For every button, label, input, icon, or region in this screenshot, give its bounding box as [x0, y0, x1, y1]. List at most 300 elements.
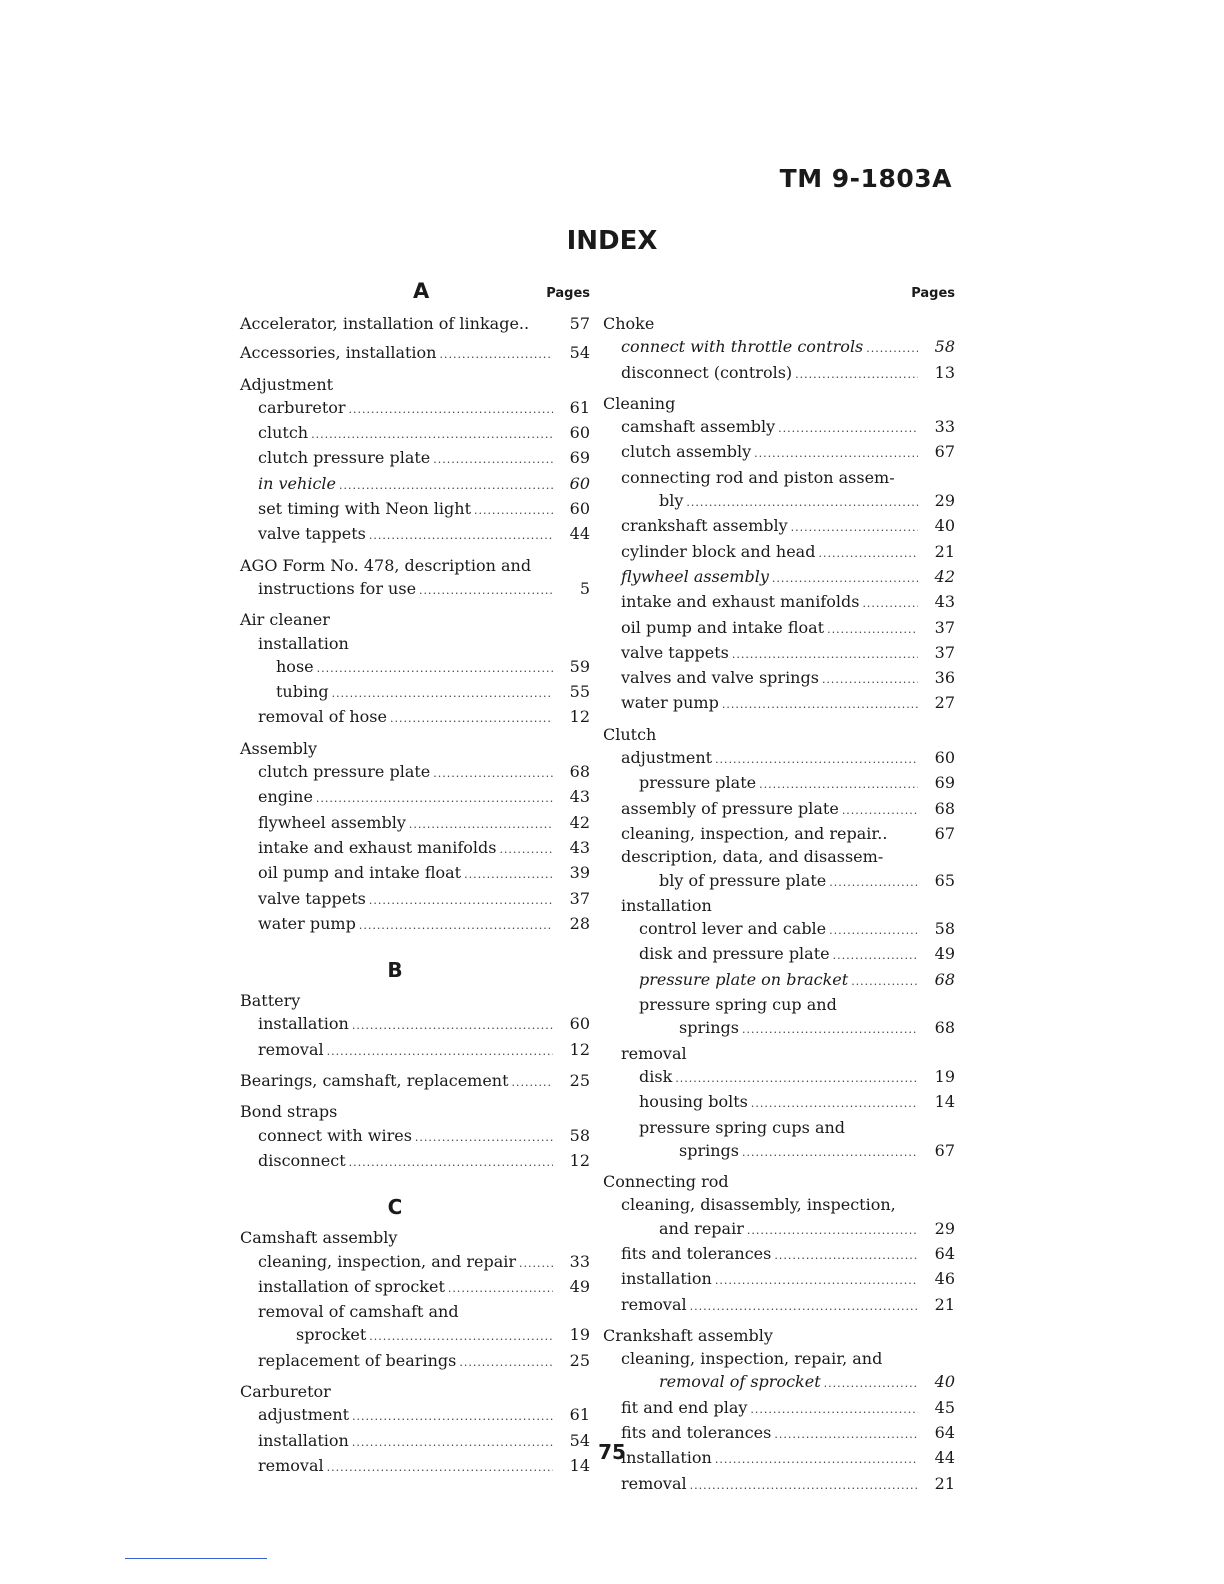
- entry-page: 33: [569, 1251, 590, 1271]
- entry-text: pressure spring cups and: [639, 1117, 846, 1137]
- dot-leader: [369, 524, 553, 547]
- index-entry: [603, 565, 955, 590]
- entry-text: Bearings, camshaft, replacement: [240, 1071, 509, 1091]
- section-b-entries: [240, 989, 590, 1174]
- entry-page: 67: [934, 823, 955, 843]
- entry-text: disconnect (controls): [621, 362, 793, 382]
- entry-text: clutch: [258, 423, 309, 443]
- index-entry: [603, 993, 955, 1016]
- dot-leader: [791, 516, 918, 539]
- dot-leader: [311, 423, 553, 446]
- dot-leader: [754, 442, 918, 465]
- index-entry: [603, 1267, 955, 1292]
- dot-leader: [732, 643, 918, 666]
- entry-page: 25: [569, 1071, 590, 1091]
- index-entry: [603, 1193, 955, 1216]
- dot-leader: [851, 970, 918, 993]
- entry-text: springs: [679, 1018, 739, 1038]
- index-entry: [240, 1323, 590, 1348]
- entry-text: Crankshaft assembly: [603, 1325, 773, 1345]
- entry-page: 33: [934, 417, 955, 437]
- entry-text: Assembly: [240, 738, 318, 758]
- index-entry: [240, 1300, 590, 1323]
- entry-text: clutch pressure plate: [258, 448, 431, 468]
- index-entry: [240, 760, 590, 785]
- entry-text: valve tappets: [258, 888, 366, 908]
- column-header: [240, 278, 590, 312]
- index-entry: [603, 1090, 955, 1115]
- pages-label: Pages: [546, 286, 590, 301]
- index-heading: [603, 723, 955, 746]
- index-entry: [603, 1293, 955, 1318]
- entry-text: installation: [258, 1430, 349, 1450]
- dot-leader: [772, 567, 918, 590]
- entry-page: 61: [569, 1405, 590, 1425]
- index-entry: [240, 472, 590, 497]
- entry-page: 67: [934, 442, 955, 462]
- index-heading: [240, 1226, 590, 1249]
- entry-text: replacement of bearings: [258, 1350, 457, 1370]
- index-entry: [240, 522, 590, 547]
- dot-leader: [715, 748, 918, 771]
- entry-page: 5: [579, 578, 590, 598]
- dot-leader: [390, 707, 553, 730]
- entry-text: installation: [621, 895, 712, 915]
- entry-page: 44: [569, 524, 590, 544]
- index-heading: [240, 341, 590, 366]
- entry-page: 14: [569, 1455, 590, 1475]
- entry-page: 49: [934, 944, 955, 964]
- entry-page: 49: [569, 1276, 590, 1296]
- entry-text: removal: [258, 1039, 324, 1059]
- index-entry: [240, 785, 590, 810]
- index-entry: [603, 489, 955, 514]
- entry-text: crankshaft assembly: [621, 516, 788, 536]
- entry-page: 19: [934, 1066, 955, 1086]
- dot-leader: [327, 1040, 553, 1063]
- entry-text: removal: [621, 1473, 687, 1493]
- index-group: [240, 1069, 590, 1094]
- dot-leader: [415, 1126, 553, 1149]
- entry-page: 12: [569, 1039, 590, 1059]
- entry-text: intake and exhaust manifolds: [258, 837, 497, 857]
- entry-text: disconnect: [258, 1150, 346, 1170]
- entry-text: Bond straps: [240, 1102, 338, 1122]
- dot-leader: [352, 1405, 553, 1428]
- entry-text: cleaning, inspection, repair, and: [621, 1349, 883, 1369]
- index-entry: [603, 894, 955, 917]
- index-entry: [603, 666, 955, 691]
- dot-leader: [690, 1295, 918, 1318]
- index-group: [240, 312, 590, 335]
- index-heading: [240, 1100, 590, 1123]
- index-entry: [603, 540, 955, 565]
- dot-leader: [332, 682, 553, 705]
- index-group: [240, 341, 590, 366]
- index-group: [240, 737, 590, 937]
- entry-page: 57: [569, 314, 590, 333]
- dot-leader: [339, 474, 553, 497]
- entry-text: installation: [258, 1014, 349, 1034]
- dot-leader: [317, 657, 553, 680]
- index-entry: [240, 1038, 590, 1063]
- entry-page: 40: [934, 516, 955, 536]
- entry-text: Clutch: [603, 724, 657, 744]
- pages-label: Pages: [911, 286, 955, 301]
- entry-text: Cleaning: [603, 393, 676, 413]
- entry-text: Camshaft assembly: [240, 1228, 398, 1248]
- entry-page: 42: [934, 566, 955, 586]
- entry-page: 60: [569, 1014, 590, 1034]
- index-entry: [240, 655, 590, 680]
- index-column-right: [603, 278, 955, 1503]
- entry-page: 55: [569, 682, 590, 702]
- dot-leader: [818, 542, 918, 565]
- entry-text: connect with throttle controls: [621, 337, 864, 357]
- dot-leader: [747, 1219, 918, 1242]
- entry-page: 28: [569, 913, 590, 933]
- dot-leader: [833, 944, 918, 967]
- entry-text: removal: [621, 1294, 687, 1314]
- entry-text: removal of sprocket: [659, 1372, 821, 1392]
- entry-text: flywheel assembly: [621, 566, 769, 586]
- dot-leader: [742, 1018, 918, 1041]
- index-heading: [240, 1069, 590, 1094]
- entry-text: oil pump and intake float: [621, 617, 825, 637]
- entry-page: 68: [569, 762, 590, 782]
- dot-leader: [795, 363, 918, 386]
- entry-text: pressure plate: [639, 773, 757, 793]
- index-entry: [240, 887, 590, 912]
- index-entry: [603, 1472, 955, 1497]
- entry-text: disk and pressure plate: [639, 944, 830, 964]
- dot-leader: [439, 343, 553, 366]
- entry-text: removal of hose: [258, 707, 387, 727]
- entry-page: 64: [934, 1423, 955, 1443]
- dot-leader: [349, 1151, 553, 1174]
- entry-page: 36: [934, 668, 955, 688]
- entry-text: bly: [659, 491, 684, 511]
- dot-leader: [369, 1325, 553, 1348]
- entry-text: adjustment: [258, 1405, 350, 1425]
- index-entry: [240, 577, 590, 602]
- entry-text: and repair: [659, 1218, 744, 1238]
- entry-text: Accelerator, installation of linkage..: [240, 314, 530, 333]
- index-entry: [603, 691, 955, 716]
- entry-page: 42: [569, 812, 590, 832]
- entry-text: instructions for use: [258, 578, 417, 598]
- index-entry: [240, 446, 590, 471]
- entry-page: 21: [934, 1294, 955, 1314]
- index-entry: [603, 1242, 955, 1267]
- entry-text: Choke: [603, 314, 655, 333]
- entry-text: fits and tolerances: [621, 1423, 772, 1443]
- index-group: [240, 1100, 590, 1174]
- entry-page: 43: [934, 592, 955, 612]
- dot-leader: [742, 1141, 918, 1164]
- entry-page: 58: [934, 919, 955, 939]
- entry-text: pressure spring cup and: [639, 995, 837, 1015]
- dot-leader: [774, 1244, 918, 1267]
- entry-text: removal of camshaft and: [258, 1302, 459, 1322]
- index-heading: [603, 1170, 955, 1193]
- entry-page: 68: [934, 798, 955, 818]
- entry-page: 60: [569, 473, 590, 493]
- entry-page: 54: [569, 343, 590, 363]
- dot-leader: [829, 919, 918, 942]
- index-entry: [240, 1012, 590, 1037]
- dot-leader: [722, 693, 918, 716]
- entry-text: installation: [621, 1269, 712, 1289]
- entry-text: Air cleaner: [240, 610, 330, 630]
- dot-leader: [751, 1092, 918, 1115]
- dot-leader: [822, 668, 918, 691]
- entry-text: installation of sprocket: [258, 1276, 445, 1296]
- dot-leader: [409, 813, 553, 836]
- entry-page: 43: [569, 837, 590, 857]
- dot-leader: [829, 871, 918, 894]
- entry-page: 67: [934, 1140, 955, 1160]
- section-letter-b: B: [387, 958, 403, 983]
- index-column-left: [240, 278, 590, 1485]
- entry-page: 12: [569, 707, 590, 727]
- dot-leader: [862, 592, 918, 615]
- dot-leader: [827, 618, 918, 641]
- entry-page: 61: [569, 397, 590, 417]
- dot-leader: [369, 889, 553, 912]
- dot-leader: [842, 799, 918, 822]
- index-entry: [240, 811, 590, 836]
- dot-leader: [349, 398, 553, 421]
- index-entry: [603, 1042, 955, 1065]
- entry-page: 60: [569, 499, 590, 519]
- index-group: [240, 608, 590, 730]
- entry-text: removal: [621, 1043, 687, 1063]
- dot-leader: [690, 1474, 918, 1497]
- index-group: [240, 373, 590, 548]
- entry-text: connect with wires: [258, 1125, 412, 1145]
- index-heading: [603, 392, 955, 415]
- index-entry: [240, 861, 590, 886]
- entry-text: tubing: [276, 682, 329, 702]
- entry-text: fit and end play: [621, 1397, 748, 1417]
- entry-page: 68: [934, 1018, 955, 1038]
- index-heading: [240, 554, 590, 577]
- dot-leader: [866, 337, 918, 360]
- entry-page: 64: [934, 1243, 955, 1263]
- entry-page: 45: [934, 1397, 955, 1417]
- page-number: 75: [598, 1440, 626, 1464]
- index-group: [603, 392, 955, 717]
- entry-page: 37: [934, 642, 955, 662]
- section-c-continued-entries: [603, 312, 955, 1497]
- dot-leader: [316, 787, 553, 810]
- entry-text: control lever and cable: [639, 919, 827, 939]
- entry-text: housing bolts: [639, 1092, 748, 1112]
- index-heading: [240, 989, 590, 1012]
- index-heading: [240, 608, 590, 631]
- entry-text: AGO Form No. 478, description and: [240, 555, 532, 575]
- entry-page: 19: [569, 1325, 590, 1345]
- dot-leader: [464, 863, 553, 886]
- index-entry: [603, 361, 955, 386]
- entry-text: Adjustment: [240, 374, 334, 394]
- entry-text: camshaft assembly: [621, 417, 776, 437]
- section-letter-a: A: [413, 279, 430, 303]
- index-entry: [240, 1149, 590, 1174]
- entry-text: flywheel assembly: [258, 812, 406, 832]
- index-group: [603, 312, 955, 386]
- entry-page: 68: [934, 969, 955, 989]
- index-entry: [603, 335, 955, 360]
- entry-text: valve tappets: [621, 642, 729, 662]
- entry-text: water pump: [621, 693, 719, 713]
- entry-page: 29: [934, 1218, 955, 1238]
- entry-page: 58: [569, 1125, 590, 1145]
- dot-leader: [419, 579, 553, 602]
- entry-text: valve tappets: [258, 524, 366, 544]
- index-entry: [603, 797, 955, 822]
- entry-text: oil pump and intake float: [258, 863, 462, 883]
- entry-page: 69: [934, 773, 955, 793]
- entry-text: cleaning, disassembly, inspection,: [621, 1195, 896, 1215]
- dot-leader: [675, 1067, 918, 1090]
- index-group: [603, 723, 955, 1164]
- entry-page: 21: [934, 541, 955, 561]
- entry-page: 65: [934, 870, 955, 890]
- dot-leader: [686, 491, 918, 514]
- entry-page: 21: [934, 1473, 955, 1493]
- entry-text: springs: [679, 1140, 739, 1160]
- index-entry: [240, 1275, 590, 1300]
- entry-text: assembly of pressure plate: [621, 798, 839, 818]
- page-title: INDEX: [566, 226, 658, 256]
- entry-page: 14: [934, 1092, 955, 1112]
- entry-text: intake and exhaust manifolds: [621, 592, 860, 612]
- index-entry: [240, 1349, 590, 1374]
- entry-page: 25: [569, 1350, 590, 1370]
- section-a-entries: [240, 312, 590, 937]
- dot-leader: [433, 762, 553, 785]
- index-entry: [603, 641, 955, 666]
- index-entry: [603, 845, 955, 868]
- index-entry: [603, 968, 955, 993]
- entry-page: 39: [569, 863, 590, 883]
- entry-text: Accessories, installation: [240, 343, 437, 363]
- dot-leader: [715, 1269, 918, 1292]
- index-entry: [240, 1124, 590, 1149]
- entry-page: 29: [934, 491, 955, 511]
- index-group: [240, 1380, 590, 1479]
- index-entry: [603, 415, 955, 440]
- dot-leader: [750, 1398, 918, 1421]
- entry-text: fits and tolerances: [621, 1243, 772, 1263]
- index-entry: [603, 942, 955, 967]
- index-entry: [240, 421, 590, 446]
- entry-page: 13: [934, 362, 955, 382]
- entry-text: description, data, and disassem-: [621, 847, 884, 867]
- index-group: [603, 1170, 955, 1318]
- index-entry: [603, 869, 955, 894]
- index-entry: [603, 771, 955, 796]
- index-group: [603, 1324, 955, 1497]
- index-entry: [240, 497, 590, 522]
- index-entry: [603, 822, 955, 845]
- index-entry: [240, 705, 590, 730]
- index-entry: [603, 514, 955, 539]
- index-heading: [240, 373, 590, 396]
- dot-leader: [778, 417, 918, 440]
- index-group: [240, 1226, 590, 1374]
- index-entry: [240, 912, 590, 937]
- index-entry: [603, 1065, 955, 1090]
- index-heading: [603, 312, 955, 335]
- index-heading: [240, 737, 590, 760]
- entry-page: 69: [569, 448, 590, 468]
- entry-text: in vehicle: [258, 473, 336, 493]
- index-entry: [603, 1347, 955, 1370]
- index-entry: [603, 746, 955, 771]
- entry-text: pressure plate on bracket: [639, 969, 849, 989]
- entry-text: engine: [258, 787, 313, 807]
- index-entry: [240, 680, 590, 705]
- entry-text: bly of pressure plate: [659, 870, 827, 890]
- index-entry: [240, 396, 590, 421]
- entry-text: disk: [639, 1066, 673, 1086]
- index-entry: [240, 1403, 590, 1428]
- index-entry: [603, 917, 955, 942]
- entry-text: valves and valve springs: [621, 668, 819, 688]
- document-id: TM 9-1803A: [779, 164, 952, 193]
- entry-text: cleaning, inspection, and repair: [258, 1251, 517, 1271]
- entry-text: adjustment: [621, 748, 713, 768]
- entry-page: 27: [934, 693, 955, 713]
- index-entry: [603, 616, 955, 641]
- entry-page: 60: [934, 748, 955, 768]
- entry-page: 43: [569, 787, 590, 807]
- entry-page: 12: [569, 1150, 590, 1170]
- entry-text: water pump: [258, 913, 356, 933]
- index-entry: [603, 1139, 955, 1164]
- entry-page: 44: [934, 1448, 955, 1468]
- dot-leader: [352, 1014, 553, 1037]
- entry-text: installation: [621, 1448, 712, 1468]
- entry-text: connecting rod and piston assem-: [621, 467, 895, 487]
- index-entry: [603, 1370, 955, 1395]
- index-group: [240, 989, 590, 1063]
- entry-page: 37: [569, 888, 590, 908]
- dot-leader: [474, 499, 553, 522]
- entry-text: hose: [276, 656, 314, 676]
- entry-page: 40: [934, 1372, 955, 1392]
- entry-page: 46: [934, 1269, 955, 1289]
- dot-leader: [759, 773, 918, 796]
- index-entry: [603, 1396, 955, 1421]
- index-entry: [240, 1250, 590, 1275]
- index-group: [240, 554, 590, 603]
- entry-text: cylinder block and head: [621, 541, 816, 561]
- dot-leader: [824, 1372, 918, 1395]
- entry-text: Battery: [240, 991, 301, 1011]
- entry-text: set timing with Neon light: [258, 499, 471, 519]
- dot-leader: [433, 448, 553, 471]
- entry-text: sprocket: [296, 1325, 367, 1345]
- index-entry: [603, 1116, 955, 1139]
- index-heading: [240, 1380, 590, 1403]
- entry-text: removal: [258, 1455, 324, 1475]
- entry-text: cleaning, inspection, and repair..: [621, 823, 888, 843]
- dot-leader: [519, 1252, 553, 1275]
